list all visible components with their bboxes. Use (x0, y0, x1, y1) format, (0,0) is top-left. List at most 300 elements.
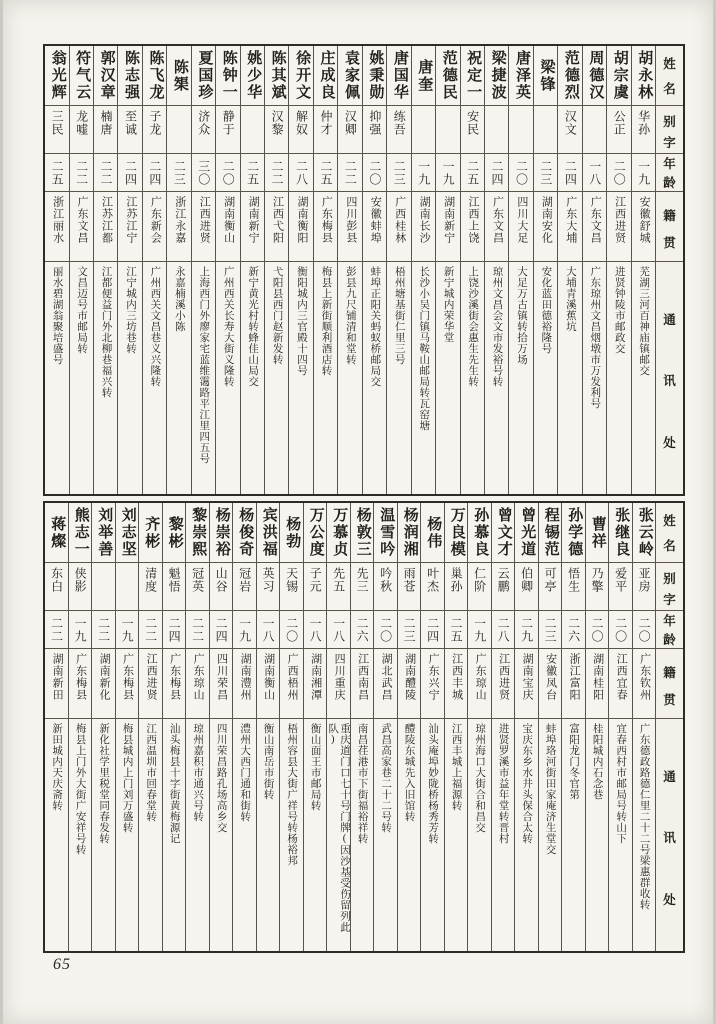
person-courtesy-name: 先五 (327, 563, 350, 611)
person-column (586, 503, 610, 951)
person-age: 二〇 (607, 154, 630, 192)
person-name: 符气云 (70, 46, 93, 106)
person-address: 文昌迈号市邮局转 (76, 266, 88, 354)
person-address: 衡阳城内三官殿十四号 (296, 266, 308, 376)
person-origin: 湖南衡阳 (289, 192, 312, 262)
person-courtesy-name: 可亭 (539, 563, 562, 611)
person-origin: 江西弋阳 (265, 192, 288, 262)
person-age: 二二 (45, 611, 68, 649)
person-origin: 湖南安化 (534, 192, 557, 262)
person-address: 琼州文昌会文市发裕号转 (491, 266, 503, 387)
person-origin: 广东文昌 (583, 192, 606, 262)
person-column (583, 46, 607, 494)
person-column (69, 503, 93, 951)
field-header-origin (656, 649, 683, 719)
person-column (562, 503, 586, 951)
person-address: 广州西关长寿大街义隆转 (222, 266, 234, 387)
person-age: 二〇 (280, 611, 303, 649)
person-address: 上饶沙溪街会惠生先生转 (467, 266, 479, 387)
person-address: 琼州海口大街合和昌交 (474, 723, 486, 833)
person-origin: 江西进贤 (192, 192, 215, 262)
person-name: 程锡范 (539, 503, 562, 563)
person-origin: 江苏江都 (94, 192, 117, 262)
person-address: 上海西门外廖家宅蓝维霭路平江里四五号 (198, 266, 210, 464)
person-courtesy-name: 济众 (192, 106, 215, 154)
person-name: 祝定一 (461, 46, 484, 106)
person-address: 新化社学里税堂同春发转 (98, 723, 110, 844)
person-courtesy-name: 华孙 (632, 106, 655, 154)
field-header-courtesy-label: 别 字 (663, 572, 676, 607)
person-name: 唐奎 (412, 46, 435, 106)
person-origin: 湖南醴陵 (398, 649, 421, 719)
person-address: 宝庆东乡水井头保合太转 (521, 723, 533, 844)
person-name: 张继良 (609, 503, 632, 563)
person-address: 衡山南岳市街转 (262, 723, 274, 800)
person-age: 二二 (70, 154, 93, 192)
person-courtesy-name (485, 106, 508, 154)
person-address: 宜春西村市邮局号转山下 (615, 723, 627, 844)
person-column (118, 46, 142, 494)
person-name: 万公度 (304, 503, 327, 563)
person-origin: 安徽蚌埠 (363, 192, 386, 262)
person-address: 广东琼州文昌烟墩市万发利号 (589, 266, 601, 409)
field-header-age-label: 年 龄 (663, 614, 676, 647)
person-address: 广东德政路德仁里二十二号梁惠群收转 (638, 723, 650, 910)
person-age: 二五 (45, 154, 68, 192)
person-name: 万良模 (445, 503, 468, 563)
person-age: 二〇 (609, 611, 632, 649)
field-header-age-label: 年 龄 (663, 157, 676, 190)
person-address: 进贤罗溪市益年堂转晋村 (497, 723, 509, 844)
person-courtesy-name: 汉卿 (338, 106, 361, 154)
person-name: 孙学德 (562, 503, 585, 563)
person-age: 二八 (289, 154, 312, 192)
person-address: 大足万古镇转拾万场 (515, 266, 527, 365)
person-courtesy-name: 汉黎 (265, 106, 288, 154)
field-header-origin-label: 籍 贯 (663, 208, 676, 251)
person-column (280, 503, 304, 951)
person-origin: 广东新会 (143, 192, 166, 262)
person-name: 杨俊奇 (233, 503, 256, 563)
person-origin: 湖南澧州 (233, 649, 256, 719)
person-age: 二四 (421, 611, 444, 649)
person-courtesy-name: 抑强 (363, 106, 386, 154)
person-name: 杨崇裕 (210, 503, 233, 563)
field-header-name-label: 姓 名 (663, 56, 676, 97)
person-name: 熊志一 (69, 503, 92, 563)
person-address: 江都便益门外北柳巷福兴转 (100, 266, 112, 398)
person-age: 二四 (558, 154, 581, 192)
person-origin: 江苏江宁 (118, 192, 141, 262)
person-name: 夏国珍 (192, 46, 215, 106)
person-age: 二四 (143, 154, 166, 192)
person-address: 丽水碧湖翁聚培盛号 (51, 266, 63, 365)
person-address: 富阳龙门冬官第 (568, 723, 580, 800)
person-origin: 四川荣昌 (210, 649, 233, 719)
person-age: 二八 (492, 611, 515, 649)
person-address: 武昌高家巷二十二号转 (380, 723, 392, 833)
person-column (192, 46, 216, 494)
person-column (143, 46, 167, 494)
field-header-name-label: 姓 名 (663, 513, 676, 554)
person-name: 胡宗虞 (607, 46, 630, 106)
person-origin: 广东梅县 (69, 649, 92, 719)
person-origin: 广东琼山 (468, 649, 491, 719)
person-courtesy-name (534, 106, 557, 154)
person-origin: 广东文昌 (485, 192, 508, 262)
person-origin: 湖南新田 (45, 649, 68, 719)
person-origin: 浙江富阳 (562, 649, 585, 719)
person-name: 齐彬 (139, 503, 162, 563)
field-header-column (656, 503, 683, 951)
person-column (186, 503, 210, 951)
person-age: 一九 (412, 154, 435, 192)
person-address: 新宁黄光村转蜂佳山局交 (247, 266, 259, 387)
person-address: 醴陵东城先入旧馆转 (403, 723, 415, 822)
person-age: 二二 (338, 154, 361, 192)
person-name: 唐国华 (387, 46, 410, 106)
field-header-address-label: 通 讯 处 (663, 769, 676, 907)
person-courtesy-name: 巢孙 (445, 563, 468, 611)
person-origin: 湖南桂阳 (586, 649, 609, 719)
person-column (485, 46, 509, 494)
person-name: 曾文才 (492, 503, 515, 563)
person-column (387, 46, 411, 494)
field-header-name (656, 46, 683, 106)
person-origin: 浙江丽水 (45, 192, 68, 262)
person-age: 二四 (485, 154, 508, 192)
person-origin: 江西宜春 (609, 649, 632, 719)
person-name: 袁家佩 (338, 46, 361, 106)
person-age: 二二 (94, 154, 117, 192)
person-origin: 湖南新宁 (436, 192, 459, 262)
person-age: 二〇 (374, 611, 397, 649)
person-name: 孙慕良 (468, 503, 491, 563)
person-courtesy-name (412, 106, 435, 154)
person-origin: 湖南宝庆 (515, 649, 538, 719)
person-origin: 四川彭县 (338, 192, 361, 262)
person-name: 范德烈 (558, 46, 581, 106)
person-origin: 广东梅县 (116, 649, 139, 719)
person-name: 陈其斌 (265, 46, 288, 106)
person-origin: 广东梅县 (314, 192, 337, 262)
person-courtesy-name: 楠唐 (94, 106, 117, 154)
person-name: 黎崇熙 (186, 503, 209, 563)
person-courtesy-name: 仁阶 (468, 563, 491, 611)
field-header-column (656, 46, 683, 494)
person-name: 周德汉 (583, 46, 606, 106)
person-name: 杨勃 (280, 503, 303, 563)
person-courtesy-name: 爱平 (609, 563, 632, 611)
field-header-courtesy (656, 563, 683, 611)
person-column (216, 46, 240, 494)
person-address: 江宁城内三坊巷转 (124, 266, 136, 354)
person-courtesy-name: 安民 (461, 106, 484, 154)
person-age: 一八 (257, 611, 280, 649)
person-column (363, 46, 387, 494)
person-courtesy-name: 子元 (304, 563, 327, 611)
person-origin: 浙江永嘉 (167, 192, 190, 262)
person-origin: 广东文昌 (70, 192, 93, 262)
person-address: 四川荣昌路孔场高乡交 (215, 723, 227, 833)
person-column (314, 46, 338, 494)
person-age: 二三 (167, 154, 190, 192)
person-column (163, 503, 187, 951)
person-column (534, 46, 558, 494)
person-courtesy-name: 云鹏 (492, 563, 515, 611)
person-age: 二二 (186, 611, 209, 649)
person-column (233, 503, 257, 951)
person-address: 南昌荏港市下街福裕祥转 (356, 723, 368, 844)
person-origin: 安徽舒城 (632, 192, 655, 262)
person-courtesy-name: 山谷 (210, 563, 233, 611)
person-column (468, 503, 492, 951)
person-origin: 湖南长沙 (412, 192, 435, 262)
person-column (607, 46, 631, 494)
person-name: 陈钟一 (216, 46, 239, 106)
person-address: 衡山面王市邮局转 (309, 723, 321, 811)
person-origin: 江西南昌 (351, 649, 374, 719)
person-name: 姚少华 (241, 46, 264, 106)
person-origin: 江西进贤 (139, 649, 162, 719)
person-age: 二〇 (216, 154, 239, 192)
person-address: 梅县城内上门刘万盛转 (121, 723, 133, 833)
person-age: 二〇 (586, 611, 609, 649)
person-courtesy-name: 天锡 (280, 563, 303, 611)
person-age: 一九 (468, 611, 491, 649)
person-address: 汕头梅县十字街黄梅源记 (168, 723, 180, 844)
person-column (45, 503, 69, 951)
person-origin: 广东兴宁 (421, 649, 444, 719)
person-address: 梅县上新街顺利酒店转 (320, 266, 332, 376)
person-name: 唐泽英 (509, 46, 532, 106)
person-address: 琼州嘉积市通兴号转 (192, 723, 204, 822)
person-courtesy-name: 练吾 (387, 106, 410, 154)
person-column (116, 503, 140, 951)
person-name: 张云岭 (633, 503, 656, 563)
person-age: 二二 (265, 154, 288, 192)
person-courtesy-name (116, 563, 139, 611)
lower-band (43, 501, 685, 953)
person-column (304, 503, 328, 951)
person-column (515, 503, 539, 951)
person-age: 一八 (327, 611, 350, 649)
person-address: 广州西关文昌巷义兴隆转 (149, 266, 161, 387)
person-origin: 四川重庆 (327, 649, 350, 719)
person-age: 二四 (163, 611, 186, 649)
person-courtesy-name: 解奴 (289, 106, 312, 154)
person-column (558, 46, 582, 494)
person-column (509, 46, 533, 494)
person-address: 梅县上门外大街广安祥号转 (74, 723, 86, 855)
person-age: 二五 (461, 154, 484, 192)
person-address: 桂阳城内石念巷 (591, 723, 603, 800)
person-origin: 江西丰城 (445, 649, 468, 719)
page-number: 65 (53, 956, 71, 973)
person-name: 梁锋 (534, 46, 557, 106)
person-address: 永嘉楠溪小陈 (173, 266, 185, 332)
person-courtesy-name: 侠影 (69, 563, 92, 611)
person-address: 新田城内天庆斋转 (51, 723, 63, 811)
person-origin: 广东梅县 (163, 649, 186, 719)
person-courtesy-name: 乃擎 (586, 563, 609, 611)
person-origin: 湖北武昌 (374, 649, 397, 719)
person-age: 二六 (562, 611, 585, 649)
person-origin: 广东钦州 (633, 649, 656, 719)
person-column (167, 46, 191, 494)
person-courtesy-name: 公正 (607, 106, 630, 154)
person-age: 二四 (210, 611, 233, 649)
person-address: 芜湖三河百神庙镇邮交 (638, 266, 650, 376)
person-column (436, 46, 460, 494)
person-column (92, 503, 116, 951)
person-address: 江西温圳市回春堂转 (145, 723, 157, 822)
register-table (43, 44, 685, 953)
person-name: 姚秉勋 (363, 46, 386, 106)
person-address: 蚌埠珞河街田家庵济生堂交 (544, 723, 556, 855)
person-column (139, 503, 163, 951)
person-column (539, 503, 563, 951)
person-courtesy-name (583, 106, 606, 154)
field-header-address (656, 719, 683, 951)
person-name: 梁捷波 (485, 46, 508, 106)
person-origin: 湖南新化 (92, 649, 115, 719)
field-header-courtesy-label: 别 字 (663, 115, 676, 150)
person-column (412, 46, 436, 494)
person-column (632, 46, 656, 494)
person-age: 一九 (436, 154, 459, 192)
person-origin: 江西上饶 (461, 192, 484, 262)
person-courtesy-name: 雨苍 (398, 563, 421, 611)
person-courtesy-name: 英习 (257, 563, 280, 611)
person-age: 一九 (69, 611, 92, 649)
person-name: 温雪吟 (374, 503, 397, 563)
person-age: 一九 (233, 611, 256, 649)
person-age: 二三 (534, 154, 557, 192)
person-address: 安化蓝田德裕隆号 (540, 266, 552, 354)
person-age: 二〇 (363, 154, 386, 192)
field-header-age (656, 154, 683, 192)
scanned-page (3, 0, 713, 1024)
person-address: 长沙小吴门镇马鞍山邮局转瓦窑塘 (418, 266, 430, 431)
person-column (351, 503, 375, 951)
person-column (289, 46, 313, 494)
upper-band (43, 44, 685, 496)
person-courtesy-name (241, 106, 264, 154)
person-origin: 湖南衡山 (216, 192, 239, 262)
person-courtesy-name (509, 106, 532, 154)
person-courtesy-name: 冠英 (186, 563, 209, 611)
person-courtesy-name: 仲才 (314, 106, 337, 154)
person-column (374, 503, 398, 951)
person-name: 徐开文 (289, 46, 312, 106)
field-header-name (656, 503, 683, 563)
person-address: 弋阳县西门赵新发转 (271, 266, 283, 365)
person-address: 梧州塘基街仁里三号 (393, 266, 405, 365)
person-name: 杨伟 (421, 503, 444, 563)
person-name: 曾光道 (515, 503, 538, 563)
person-name: 陈榘 (167, 46, 190, 106)
person-name: 翁光辉 (45, 46, 68, 106)
person-column (338, 46, 362, 494)
person-address: 彭县九尺铺清和堂转 (344, 266, 356, 365)
person-name: 杨润湘 (398, 503, 421, 563)
field-header-age (656, 611, 683, 649)
person-origin: 广西梧州 (280, 649, 303, 719)
field-header-origin (656, 192, 683, 262)
person-name: 黎彬 (163, 503, 186, 563)
person-courtesy-name: 清度 (139, 563, 162, 611)
person-column (45, 46, 69, 494)
person-name: 陈飞龙 (143, 46, 166, 106)
person-courtesy-name (92, 563, 115, 611)
person-column (609, 503, 633, 951)
person-address: 大埔青溪蕉坑 (564, 266, 576, 332)
person-courtesy-name: 先三 (351, 563, 374, 611)
person-column (327, 503, 351, 951)
person-address: 梧州容县大街广祥号转杨裕邦 (286, 723, 298, 866)
person-name: 郭汉章 (94, 46, 117, 106)
person-courtesy-name (167, 106, 190, 154)
person-age: 一八 (304, 611, 327, 649)
person-age: 二〇 (633, 611, 656, 649)
person-column (265, 46, 289, 494)
person-address: 重庆道门口七十号门牌(因沙基受伤留列此队) (327, 723, 350, 933)
person-age: 二五 (241, 154, 264, 192)
person-age: 二〇 (509, 154, 532, 192)
person-age: 二四 (118, 154, 141, 192)
field-header-address-label: 通 讯 处 (663, 312, 676, 450)
person-age: 二三 (387, 154, 410, 192)
person-courtesy-name: 东白 (45, 563, 68, 611)
person-name: 曹祥 (586, 503, 609, 563)
person-age: 一九 (632, 154, 655, 192)
person-origin: 广西桂林 (387, 192, 410, 262)
person-courtesy-name: 魁悟 (163, 563, 186, 611)
person-courtesy-name: 三民 (45, 106, 68, 154)
person-name: 刘志坚 (116, 503, 139, 563)
person-name: 宾洪福 (257, 503, 280, 563)
person-origin: 江西进贤 (492, 649, 515, 719)
person-column (492, 503, 516, 951)
person-age: 一八 (583, 154, 606, 192)
person-origin: 湖南新宁 (241, 192, 264, 262)
person-origin: 广东琼山 (186, 649, 209, 719)
person-origin: 安徽凤台 (539, 649, 562, 719)
person-name: 蒋燦 (45, 503, 68, 563)
person-name: 刘举善 (92, 503, 115, 563)
person-origin: 四川大足 (509, 192, 532, 262)
person-column (94, 46, 118, 494)
person-name: 陈志强 (118, 46, 141, 106)
person-column (445, 503, 469, 951)
person-courtesy-name: 叶杰 (421, 563, 444, 611)
field-header-address (656, 262, 683, 494)
person-name: 杨敦三 (351, 503, 374, 563)
person-origin: 江西进贤 (607, 192, 630, 262)
person-courtesy-name: 至诚 (118, 106, 141, 154)
person-age: 二二 (92, 611, 115, 649)
person-age: 二九 (515, 611, 538, 649)
person-column (421, 503, 445, 951)
person-address: 蚌埠正阳关蚂蚁桥邮局交 (369, 266, 381, 387)
person-courtesy-name: 冠岩 (233, 563, 256, 611)
person-origin: 广东大埔 (558, 192, 581, 262)
person-age: 一九 (116, 611, 139, 649)
person-age: 二三 (398, 611, 421, 649)
person-age: 二五 (314, 154, 337, 192)
person-courtesy-name (436, 106, 459, 154)
